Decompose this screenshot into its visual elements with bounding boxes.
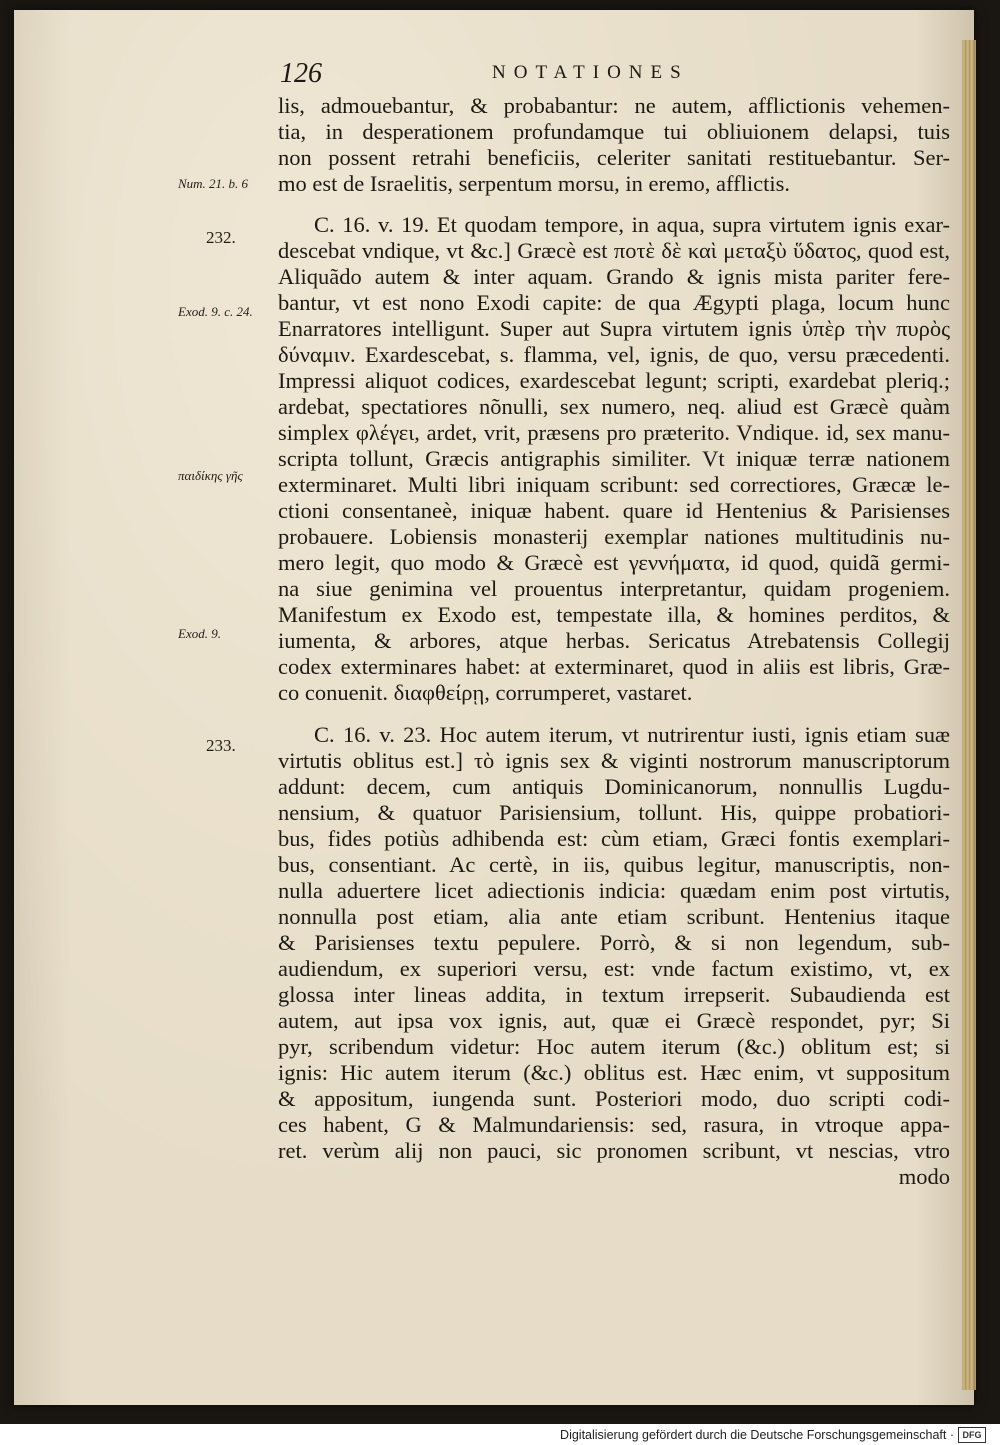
dfg-logo-icon: DFG xyxy=(958,1427,986,1443)
text-line: exterminaret. Multi libri iniquam scribunt: sed correctiores, Græcæ le- xyxy=(278,472,950,497)
text-line: tia, in desperationem profundamque tui obliuionem delapsi, tuis xyxy=(278,119,950,144)
page-number: 126 xyxy=(280,58,322,89)
text-line: & appositum, iungenda sunt. Posteriori modo, duo scripti codi- xyxy=(278,1086,950,1111)
text-line: autem, aut ipsa vox ignis, aut, quæ ei Græcè respondet, pyr; Si xyxy=(278,1008,950,1033)
text-line: codex exterminares habet: at exterminaret, quod in aliis est libris, Græ- xyxy=(278,654,950,679)
funding-credit: Digitalisierung gefördert durch die Deutsche Forschungsgemeinschaft · xyxy=(560,1427,954,1442)
text-line: na siue genimina vel prouentus interpretantur, quidam progeniem. xyxy=(278,576,950,601)
text-line: ardebat, spectatiores nõnulli, sex numero, neq. aliud est Græcè quàm xyxy=(278,394,950,419)
text-line: lis, admouebantur, & probabantur: ne autem, afflictionis vehemen- xyxy=(278,93,950,118)
margin-note-reference: Exod. 9. c. 24. xyxy=(178,304,253,319)
text-line: & Parisienses textu pepulere. Porrò, & si non legendum, sub- xyxy=(278,930,950,955)
text-line: ctioni consentaneè, iniquæ habent. quare id Hentenius & Parisienses xyxy=(278,498,950,523)
text-line: virtutis oblitus est.] τὸ ignis sex & viginti nostrorum manuscriptorum xyxy=(278,748,950,773)
margin-note-section-number: 233. xyxy=(206,736,236,755)
text-line: Manifestum ex Exodo est, tempestate illa, & homines perditos, & xyxy=(278,602,950,627)
text-line: nulla aduertere licet adiectionis indicia: quædam enim post virtutis, xyxy=(278,878,950,903)
text-line: addunt: decem, cum antiquis Dominicanorum, nonnullis Lugdu- xyxy=(278,774,950,799)
catchword: modo xyxy=(898,1164,950,1189)
margin-note-greek: παιδίκης γῆς xyxy=(178,468,243,483)
text-line: bus, consentiant. Ac certè, in iis, quibus legitur, manuscriptis, non- xyxy=(278,852,950,877)
text-line: C. 16. v. 23. Hoc autem iterum, vt nutrirentur iusti, ignis etiam suæ xyxy=(314,722,950,747)
text-line: scripta tollunt, Græcis antigraphis similiter. Vt iniquæ terræ nationem xyxy=(278,446,950,471)
text-line: Enarratores intelligunt. Super aut Supra virtutem ignis ὑπὲρ τὴν πυρὸς xyxy=(278,316,950,341)
text-line: mo est de Israelitis, serpentum morsu, in eremo, afflictis. xyxy=(278,171,790,196)
text-line: non possent retrahi beneficiis, celeriter sanitati restituebantur. Ser- xyxy=(278,145,950,170)
text-line: nensium, & quatuor Parisiensium, tollunt. His, quippe probatiori- xyxy=(278,800,950,825)
text-line: simplex φλέγει, ardet, vrit, præsens pro præterito. Vndique. id, sex manu- xyxy=(278,420,950,445)
text-line: C. 16. v. 19. Et quodam tempore, in aqua, supra virtutem ignis exar- xyxy=(314,212,950,237)
text-line: Impressi aliquot codices, exardescebat legunt; scripti, exardebat pleriq.; xyxy=(278,368,950,393)
margin-note-reference: Exod. 9. xyxy=(178,626,221,641)
text-line: bantur, vt est nono Exodi capite: de qua Ægypti plaga, locum hunc xyxy=(278,290,950,315)
margin-note-reference: Num. 21. b. 6 xyxy=(178,176,249,191)
text-line: ces habent, G & Malmundariensis: sed, rasura, in vtroque appa- xyxy=(278,1112,950,1137)
text-line: iumenta, & arbores, atque herbas. Sericatus Atrebatensis Collegij xyxy=(278,628,950,653)
text-line: bus, fides potiùs adhibenda est: cùm etiam, Græci fontis exemplari- xyxy=(278,826,950,851)
text-line: descebat vndique, vt &c.] Græcè est ποτὲ δὲ καὶ μεταξὺ ὕδατος, quod est, xyxy=(278,238,950,263)
text-line: audiendum, ex superiori versu, est: vnde factum existimo, vt, ex xyxy=(278,956,950,981)
text-line: co conuenit. διαφθείρῃ, corrumperet, vastaret. xyxy=(278,680,693,705)
running-title: NOTATIONES xyxy=(492,62,689,83)
page-edge xyxy=(962,40,976,1390)
text-line: probauere. Lobiensis monasterij exemplar nationes multitudinis nu- xyxy=(278,524,950,549)
text-line: Aliquãdo autem & inter aquam. Grando & ignis mista pariter fere- xyxy=(278,264,950,289)
page-header xyxy=(280,58,950,88)
footer-bar xyxy=(0,1424,1000,1445)
text-line: ignis: Hic autem iterum (&c.) oblitus est. Hæc enim, vt suppositum xyxy=(278,1060,950,1085)
text-line: δύναμιν. Exardescebat, s. flamma, vel, ignis, de quo, versu præcedenti. xyxy=(278,342,950,367)
text-line: ret. verùm alij non pauci, sic pronomen scribunt, vt nescias, vtro xyxy=(278,1138,950,1163)
text-line: nonnulla post etiam, alia ante etiam scribunt. Hentenius itaque xyxy=(278,904,950,929)
text-line: glossa inter lineas addita, in textum irrepserit. Subaudienda est xyxy=(278,982,950,1007)
margin-note-section-number: 232. xyxy=(206,228,236,247)
text-line: mero legit, quo modo & Græcè est γεννήματα, id quod, quidã germi- xyxy=(278,550,950,575)
text-line: pyr, scribendum videtur: Hoc autem iterum (&c.) oblitum est; si xyxy=(278,1034,950,1059)
